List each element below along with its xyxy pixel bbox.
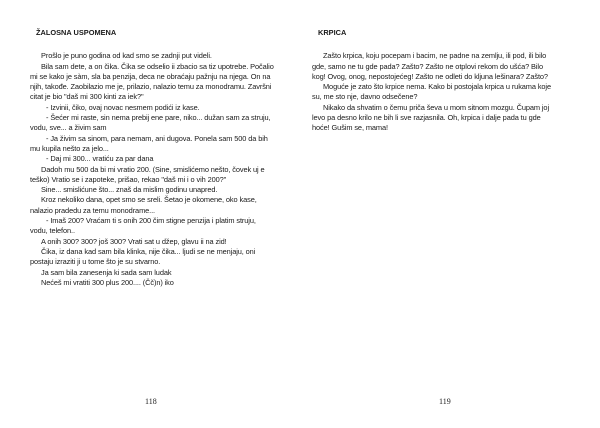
left-page-body: [30, 51, 274, 288]
paragraph: Nikako da shvatim o čemu priča ševa u mom sitnom mozgu. Čupam joj levo pa desno krilo ne bih li sve razjasnila. Oh, krpica i dalje pada tu gde hoće! Gušim se, mama!: [312, 102, 549, 133]
paragraph: Prošlo je puno godina od kad smo se zadnji put videli.: [41, 51, 212, 61]
left-page-number: 118: [145, 397, 157, 406]
paragraph: Ja sam bila zanesenja ki sada sam ludak: [41, 267, 172, 277]
paragraph: Čika, iz dana kad sam bila klinka, nije čika... ljudi se ne menjaju, oni postaju izraziti ji u tome što je su stvarno.: [30, 246, 256, 267]
right-page: [300, 0, 600, 428]
left-page-text: [30, 28, 274, 288]
paragraph: - Šećer mi raste, sin nema prebij ene pare, niko... dužan sam za struju, vodu, sve... a živim sam: [30, 113, 271, 133]
paragraph: - Ja živim sa sinom, para nemam, ani dugova. Ponela sam 500 da bih mu kupila nešto za jelo...: [30, 133, 268, 153]
paragraph: Moguće je zato što krpice nema. Kako bi postojala krpica u rukama koje su, me sto nje, davno odsečene?: [312, 82, 551, 102]
paragraph: - Imaš 200? Vraćam ti s onih 200 čim stigne penzija i platim struju, vodu, telefon..: [30, 216, 256, 236]
paragraph: - Izvinii, čiko, ovaj novac nesmem podići iz kase.: [46, 102, 200, 112]
paragraph: Dadoh mu 500 da bi mi vratio 200. (Sine, smislićemo nešto, čovek uj e teško) Vratio se i zapoteke, prišao, rekao "daš mi i o vih 200?": [30, 164, 265, 184]
right-page-body: [312, 51, 558, 133]
paragraph: A onih 300? 300? još 300? Vrati sat u džep, glavu ii na zid!: [41, 236, 227, 246]
paragraph: Kroz nekoliko dana, opet smo se sreli. Šetao je okomene, oko kase, nalazio pradedu za temu monodrame...: [30, 195, 257, 215]
right-page-title: KRPICA: [318, 28, 347, 37]
paragraph: - Daj mi 300... vratiću za par dana: [46, 154, 154, 164]
paragraph: Bila sam dete, a on čika. Čika se odselio ii zbacio sa tiz upotrebe. Počalio mi se kako je sàm, sla ba penzija, deca ne obraćaju pažnju na njega. On na njih, takođe. Zaobilazio me je, prilazio, nalazio temu za monodramu. Završni citat je bio "daš mi 300 kinti za iek?": [30, 61, 274, 102]
right-page-text: [312, 28, 558, 134]
paragraph: Sine... smislićune što... znaš da mislim godinu unapred.: [41, 185, 218, 195]
left-page-title: ŽALOSNA USPOMENA: [36, 28, 117, 37]
paragraph: Zašto krpica, koju pocepam i bacim, ne padne na zemlju, ili pod, ili bilo gde, samo ne tu gde pada? Zašto? Zašto ne otplovi rekom do ušća? Bilo kog! Ovog, onog, nepostojećeg! Zašto ne odleti do kljuna lešinara? Zašto?: [312, 51, 548, 81]
right-page-number: 119: [439, 397, 451, 406]
paragraph: Nećeš mi vratiti 300 plus 200.... (Čč)n) iko: [41, 277, 174, 287]
